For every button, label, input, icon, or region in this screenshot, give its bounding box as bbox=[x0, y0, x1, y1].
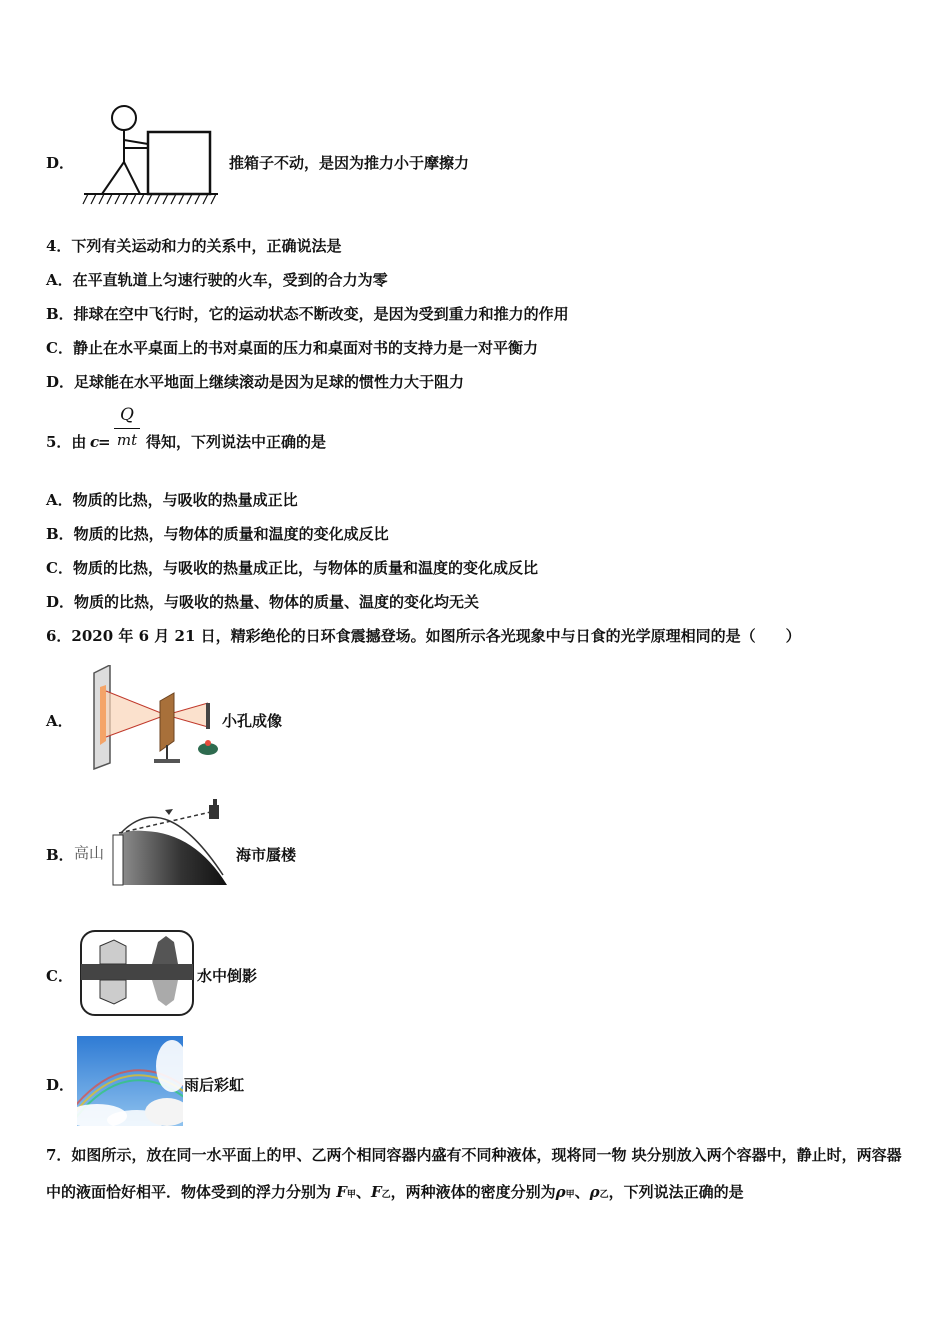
q7-text-1: 7．如图所示，放在同一水平面上的甲、乙两个相同容器内盛有不同种液体，现将同一物 块分别放入两个容器中，静止时，两容器中的液面恰好相平．物体受到的浮力分别为 bbox=[46, 1146, 902, 1201]
option-c: C．静止在水平桌面上的书对桌面的压力和桌面对书的支持力是一对平衡力 bbox=[46, 339, 538, 357]
option-caption: 小孔成像 bbox=[222, 712, 283, 730]
question-stem: 4．下列有关运动和力的关系中，正确说法是 bbox=[46, 237, 342, 255]
option-label: C． bbox=[46, 967, 73, 985]
option-d: D．物质的比热，与吸收的热量、物体的质量、温度的变化均无关 bbox=[46, 593, 480, 611]
figure-label-mountain: 高山 bbox=[74, 844, 105, 862]
force-symbol: F bbox=[370, 1183, 382, 1201]
subscript-jia: 甲 bbox=[346, 1190, 356, 1200]
question-7-paragraph bbox=[46, 1137, 906, 1214]
subscript-jia: 甲 bbox=[565, 1190, 575, 1200]
formula-numerator: Q bbox=[120, 405, 134, 425]
formula-equals: = bbox=[98, 433, 111, 451]
option-b: B．物质的比热，与物体的质量和温度的变化成反比 bbox=[46, 525, 389, 543]
option-caption: 海市蜃楼 bbox=[236, 846, 297, 864]
density-symbol: ρ bbox=[555, 1183, 566, 1201]
option-d: D．足球能在水平地面上继续滚动是因为足球的惯性力大于阻力 bbox=[46, 373, 465, 391]
option-b: B．排球在空中飞行时，它的运动状态不断改变，是因为受到重力和推力的作用 bbox=[46, 305, 569, 323]
option-a: A．在平直轨道上匀速行驶的火车，受到的合力为零 bbox=[46, 271, 388, 289]
option-caption: 水中倒影 bbox=[197, 967, 258, 985]
subscript-yi: 乙 bbox=[599, 1190, 609, 1200]
push-box-figure bbox=[80, 100, 220, 210]
option-a: A．物质的比热，与吸收的热量成正比 bbox=[46, 491, 298, 509]
question-stem-suffix: 得知，下列说法中正确的是 bbox=[146, 433, 327, 451]
question-stem: 6．2020 年 6 月 21 日，精彩绝伦的日环食震撼登场。如图所示各光现象中与日食的光学原理相同的是（ ） bbox=[46, 627, 801, 645]
option-caption: 推箱子不动，是因为推力小于摩擦力 bbox=[229, 154, 470, 172]
force-symbol: F bbox=[336, 1183, 347, 1201]
mirage-figure bbox=[105, 795, 235, 890]
option-label: D． bbox=[46, 1076, 75, 1094]
option-label: A． bbox=[46, 712, 73, 730]
separator: 、 bbox=[355, 1183, 371, 1201]
density-symbol: ρ bbox=[589, 1183, 600, 1201]
separator: 、 bbox=[574, 1183, 590, 1201]
option-caption: 雨后彩虹 bbox=[184, 1076, 245, 1094]
pinhole-camera-figure bbox=[88, 665, 223, 770]
q7-text-2: ，两种液体的密度分别为 bbox=[390, 1183, 556, 1201]
formula-denominator: mt bbox=[116, 431, 138, 449]
formula-lhs: c bbox=[90, 433, 100, 451]
q7-text-3: ，下列说法正确的是 bbox=[608, 1183, 744, 1201]
option-c: C．物质的比热，与吸收的热量成正比，与物体的质量和温度的变化成反比 bbox=[46, 559, 538, 577]
rainbow-figure bbox=[77, 1036, 183, 1126]
water-reflection-figure bbox=[78, 928, 196, 1018]
fraction-bar bbox=[114, 428, 140, 429]
option-label: D． bbox=[46, 154, 75, 172]
question-stem-prefix: 5．由 bbox=[46, 433, 87, 451]
option-label: B． bbox=[46, 846, 74, 864]
subscript-yi: 乙 bbox=[381, 1190, 391, 1200]
